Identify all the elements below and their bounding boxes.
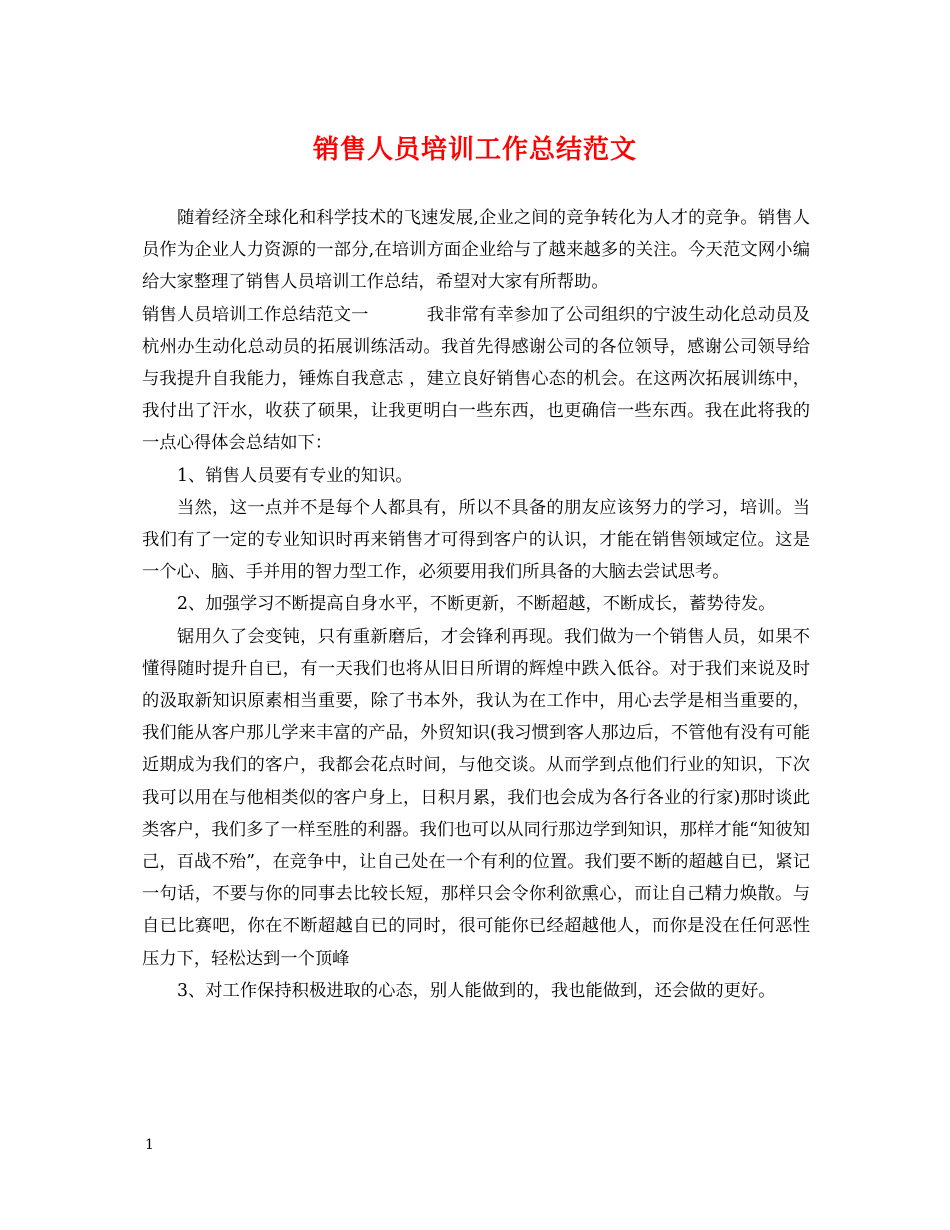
section-intro: 我非常有幸参加了公司组织的宁波生动化总动员及杭州办生动化总动员的拓展训练活动。我首先得感谢公司的各位领导，感谢公司领导给与我提升自我能力，锤炼自我意志 ，建立良好销售心态的机会。在这两次拓展训练中，我付出了汗水，收获了硕果，让我更明白一些东西，也更确信一些东西。我在此将我的一点心得体会总结如下： — [142, 304, 810, 454]
point2-heading: 2、加强学习不断提高自身水平，不断更新，不断超越，不断成长，蓄势待发。 — [177, 594, 776, 615]
document-body — [142, 202, 810, 1007]
page-number: 1 — [145, 1137, 154, 1153]
section-heading: 销售人员培训工作总结范文一 — [142, 304, 369, 325]
point1-body: 当然，这一点并不是每个人都具有，所以不具备的朋友应该努力的学习，培训。当我们有了一定的专业知识时再来销售才可得到客户的认识，才能在销售领域定位。这是一个心、脑、手并用的智力型工作，必须要用我们所具备的大脑去尝试思考。 — [142, 497, 810, 583]
point1-heading: 1、销售人员要有专业的知识。 — [177, 465, 413, 486]
section-paragraph — [142, 299, 810, 460]
document-title: 销售人员培训工作总结范文 — [312, 135, 637, 165]
intro-paragraph: 随着经济全球化和科学技术的飞速发展,企业之间的竞争转化为人才的竞争。销售人员作为企业人力资源的一部分,在培训方面企业给与了越来越多的关注。今天范文网小编给大家整理了销售人员培训工作总结，希望对大家有所帮助。 — [142, 208, 810, 293]
point2-body: 锯用久了会变钝，只有重新磨后，才会锋利再现。我们做为一个销售人员，如果不懂得随时提升自已，有一天我们也将从旧日所谓的辉煌中跌入低谷。对于我们来说及时的汲取新知识原素相当重要，除了书本外，我认为在工作中，用心去学是相当重要的，我们能从客户那儿学来丰富的产品，外贸知识(我习惯到客人那边后，不管他有没有可能近期成为我们的客户，我都会花点时间，与他交谈。从而学到点他们行业的知识，下次我可以用在与他相类似的客户身上，日积月累，我们也会成为各行各业的行家)那时谈此类客户，我们多了一样至胜的利器。我们也可以从同行那边学到知识，那样才能“知彼知己，百战不殆”，在竞争中，让自己处在一个有利的位置。我们要不断的超越自已，紧记一句话，不要与你的同事去比较长短，那样只会令你利欲熏心，而让自己精力焕散。与自已比赛吧，你在不断超越自已的同时，很可能你已经超越他人，而你是没在任何恶性压力下，轻松达到一个顶峰 — [142, 626, 810, 969]
point3-heading: 3、对工作保持积极进取的心态，别人能做到的，我也能做到，还会做的更好。 — [177, 980, 776, 1001]
